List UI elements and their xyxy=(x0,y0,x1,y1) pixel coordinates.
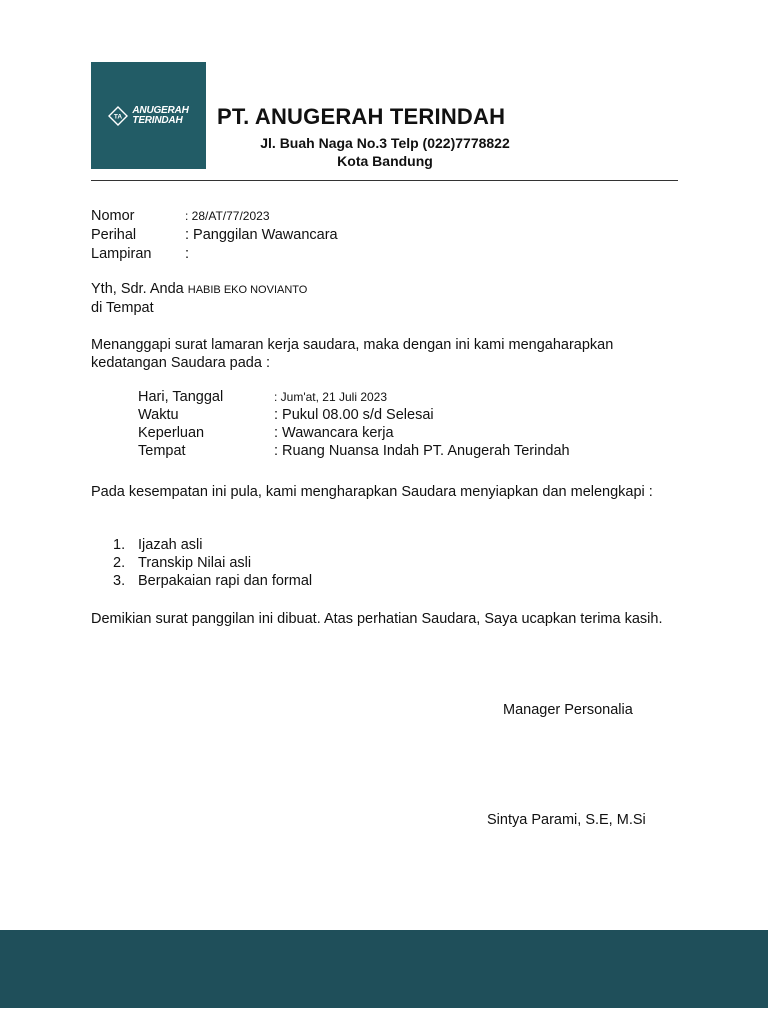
letter-meta xyxy=(91,206,338,263)
company-logo xyxy=(91,62,206,169)
detail-row-purpose xyxy=(138,424,570,442)
list-number: 2. xyxy=(113,555,126,571)
meta-label: Nomor xyxy=(91,207,135,224)
meta-row-perihal xyxy=(91,225,338,244)
meta-label: Perihal xyxy=(91,226,137,243)
meta-label: Lampiran xyxy=(91,245,152,262)
detail-value: : Wawancara kerja xyxy=(274,425,394,441)
detail-value: : Ruang Nuansa Indah PT. Anugerah Terindah xyxy=(274,443,570,459)
list-number: 3. xyxy=(113,573,126,589)
logo-mark-icon xyxy=(108,106,128,126)
list-item xyxy=(113,554,312,572)
list-item xyxy=(113,536,312,554)
requirements-intro: Pada kesempatan ini pula, kami mengharapkan Saudara menyiapkan dan melengkapi : xyxy=(91,484,653,500)
company-address xyxy=(217,134,553,170)
meta-row-nomor xyxy=(91,206,338,225)
list-text: Berpakaian rapi dan formal xyxy=(138,573,313,589)
detail-row-time xyxy=(138,406,570,424)
detail-label: Tempat xyxy=(138,443,186,459)
interview-details xyxy=(138,388,570,460)
meta-row-lampiran xyxy=(91,244,338,263)
requirements-list xyxy=(113,536,312,590)
closing-paragraph: Demikian surat panggilan ini dibuat. Atas perhatian Saudara, Saya ucapkan terima kasih. xyxy=(91,611,663,627)
meta-value: : 28/AT/77/2023 xyxy=(185,208,270,223)
recipient-name: HABIB EKO NOVIANTO xyxy=(187,284,308,296)
logo-wordmark xyxy=(132,106,188,126)
company-name: PT. ANUGERAH TERINDAH xyxy=(217,104,506,129)
list-number: 1. xyxy=(113,537,126,553)
logo-line-1: ANUGERAH xyxy=(132,104,189,116)
signer-name: Sintya Parami, S.E, M.Si xyxy=(487,812,646,828)
list-item xyxy=(113,572,312,590)
detail-value: : Pukul 08.00 s/d Selesai xyxy=(274,407,434,423)
address-line-2: Kota Bandung xyxy=(337,153,433,169)
detail-label: Keperluan xyxy=(138,425,205,441)
detail-label: Hari, Tanggal xyxy=(138,389,224,405)
footer-band xyxy=(0,930,768,1008)
logo-mark-text: TA xyxy=(114,113,123,120)
list-text: Transkip Nilai asli xyxy=(138,555,252,571)
recipient-place: di Tempat xyxy=(91,300,154,316)
recipient-greeting: Yth, Sdr. Anda xyxy=(91,281,184,297)
detail-label: Waktu xyxy=(138,407,179,423)
logo-line-2: TERINDAH xyxy=(132,114,183,126)
detail-row-date xyxy=(138,388,570,406)
detail-value: : Jum'at, 21 Juli 2023 xyxy=(274,390,388,404)
meta-value: : Panggilan Wawancara xyxy=(185,226,338,243)
detail-row-place xyxy=(138,442,570,460)
intro-paragraph: Menanggapi surat lamaran kerja saudara, maka dengan ini kami mengaharapkan kedatangan Saudara pada : xyxy=(91,337,614,371)
signer-title: Manager Personalia xyxy=(503,702,633,718)
list-text: Ijazah asli xyxy=(138,537,203,553)
recipient-line xyxy=(91,280,307,299)
address-line-1: Jl. Buah Naga No.3 Telp (022)7778822 xyxy=(260,135,510,151)
recipient-block xyxy=(91,280,307,317)
letterhead-divider xyxy=(91,180,678,181)
meta-value: : xyxy=(185,245,190,262)
